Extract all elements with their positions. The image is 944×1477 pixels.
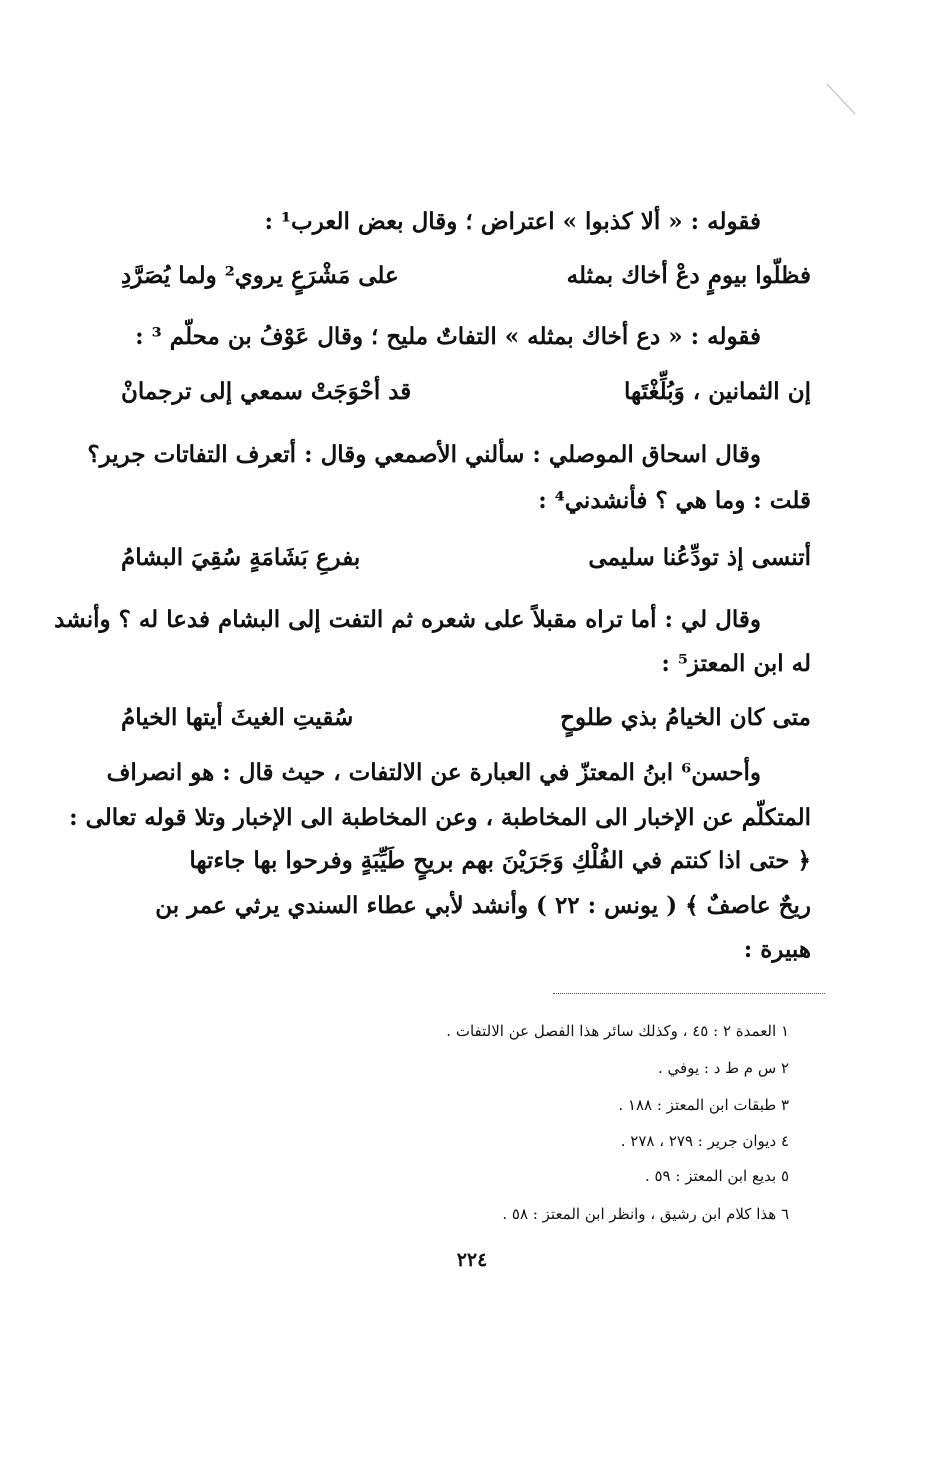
verse-hemistich: بفرعِ بَشَامَةٍ سُقِيَ البشامُ [121,544,361,571]
verse-hemistich: متى كان الخيامُ بذي طلوحٍ [560,704,811,731]
scan-mark [825,82,865,122]
verse-hemistich: قد أحْوَجَتْ سمعي إلى ترجمانْ [121,378,412,405]
body-line: وأحسن⁶ ابنُ المعتزّ في العبارة عن الالتفات ، حيث قال : هو انصراف [106,759,761,786]
body-line: قلت : وما هي ؟ فأنشدني⁴ : [538,487,811,514]
verse-line [121,538,811,578]
footnote: ١ العمدة ٢ : ٤٥ ، وكذلك سائر هذا الفصل عن الالتفات . [446,1022,789,1040]
verse-line [121,372,811,412]
body-line: له ابن المعتز⁵ : [661,650,811,677]
verse-line [121,256,811,296]
verse-hemistich: على مَشْرَعٍ يروي² ولما يُصَرَّدِ [121,262,399,289]
verse-line [121,698,811,738]
verse-hemistich: أتنسى إذ تودِّعُنا سليمى [588,544,811,571]
footnote: ٤ ديوان جرير : ٢٧٩ ، ٢٧٨ . [620,1132,789,1150]
body-line: وقال لي : أما تراه مقبلاً على شعره ثم التفت إلى البشام فدعا له ؟ وأنشد [54,606,761,633]
body-line: هبيرة : [743,936,811,963]
footnote: ٢ س م ط د : يوفي . [657,1059,789,1077]
body-line: فقوله : « ألا كذبوا » اعتراض ؛ وقال بعض العرب¹ : [264,208,761,235]
body-line: وقال اسحاق الموصلي : سألني الأصمعي وقال : أتعرف التفاتات جرير؟ [87,441,761,468]
quran-verse-line: ﴿ حتى اذا كنتم في الفُلْكِ وَجَرَيْنَ بهم بريحٍ طَيِّبَةٍ وفرحوا بها جاءتها [189,847,811,874]
footnote: ٥ بديع ابن المعتز : ٥٩ . [644,1167,789,1185]
verse-hemistich: إن الثمانين ، وَبُلِّغْتَها [624,378,811,405]
footnote-divider [553,993,825,994]
body-line: ريحٌ عاصفٌ ﴾ ( يونس : ٢٢ ) وأنشد لأبي عطاء السندي يرثي عمر بن [155,892,811,919]
footnote: ٣ طبقات ابن المعتز : ١٨٨ . [618,1096,789,1114]
body-line: المتكلّم عن الإخبار الى المخاطبة ، وعن المخاطبة الى الإخبار وتلا قوله تعالى : [69,804,811,831]
verse-hemistich: سُقيتِ الغيثَ أيتها الخيامُ [121,704,354,731]
page-number: ٢٢٤ [456,1249,488,1271]
footnote: ٦ هذا كلام ابن رشيق ، وانظر ابن المعتز : ٥٨ . [502,1205,789,1223]
body-line: فقوله : « دع أخاك بمثله » التفاتٌ مليح ؛ وقال عَوْفُ بن محلّم ³ : [135,323,761,350]
verse-hemistich: فظلّوا بيومٍ دعْ أخاك بمثله [566,262,811,289]
